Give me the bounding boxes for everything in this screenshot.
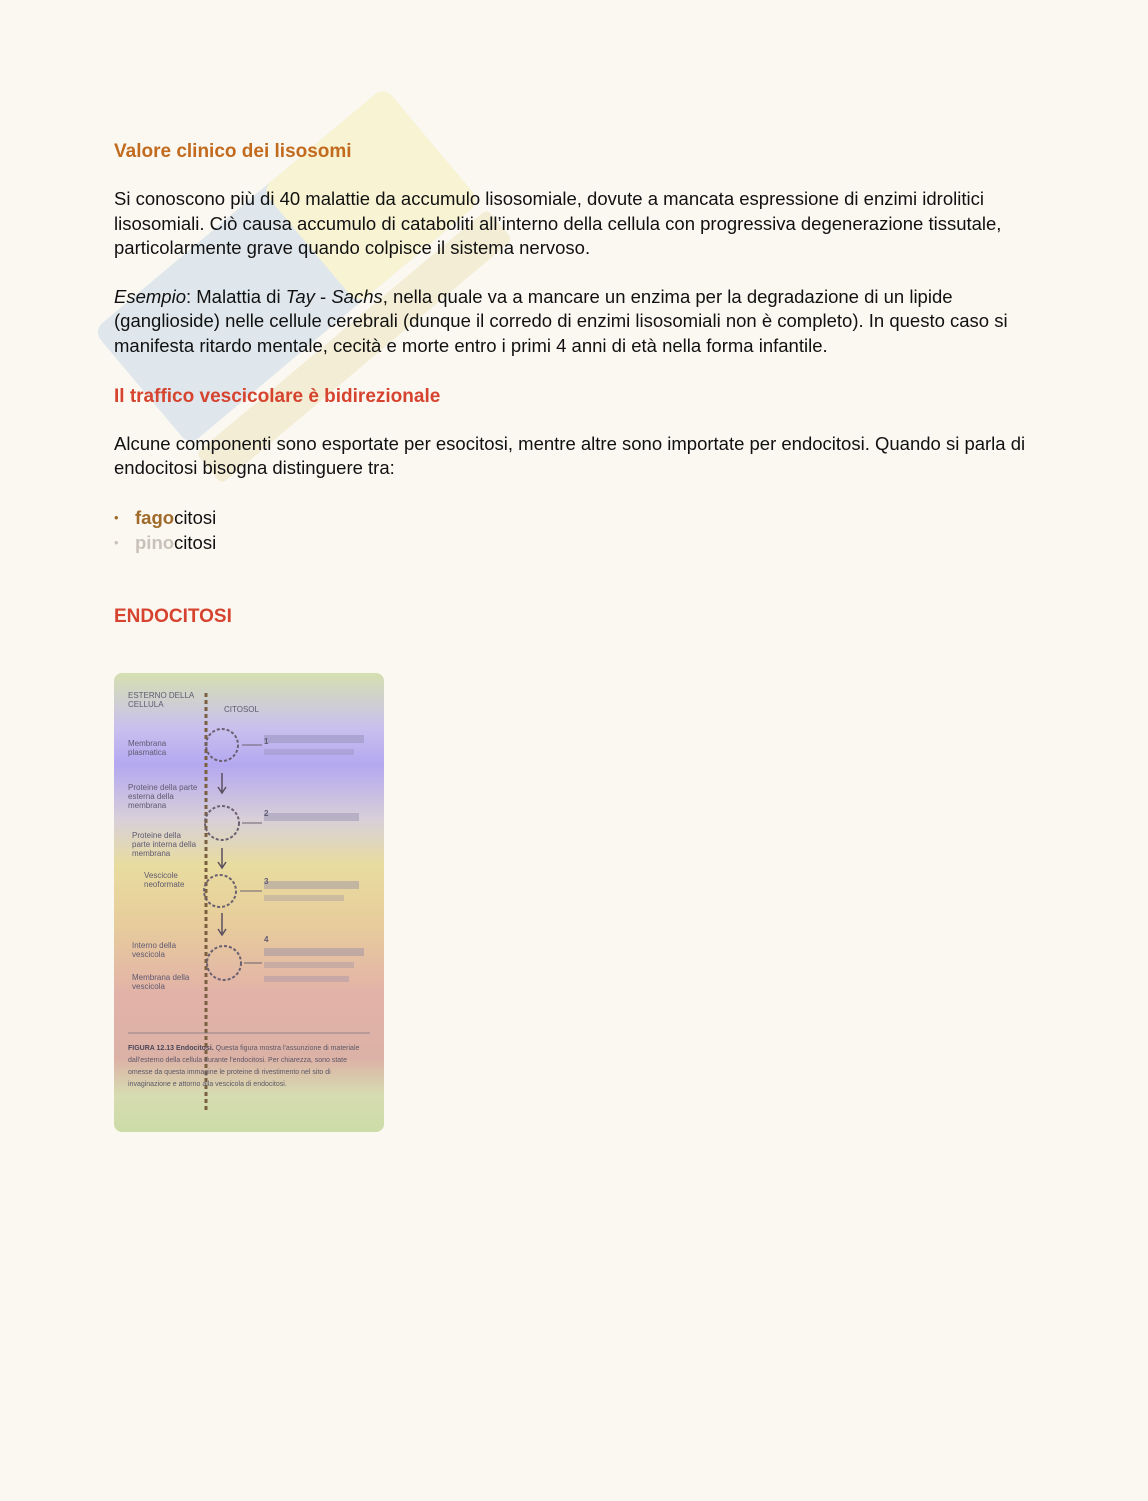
bullet-icon: •	[114, 534, 119, 550]
example-text: , nella quale va a mancare un enzima per la degradazione di un lipide (ganglioside) nelle cellule cerebrali (dunque il corredo di enzimi lisosomiali non è completo). In questo caso si manifesta ritardo mentale, cecità e morte entro i primi 4 anni di età nella forma infantile.	[114, 285, 1008, 356]
paragraph-lysosomal-diseases: Si conoscono più di 40 malattie da accumulo lisosomiale, dovute a mancata espressione di enzimi idrolitici lisosomiali. Ciò causa accumulo di cataboliti all’interno della cellula con progressiva degenerazione tissutale, particolarmente grave quando colpisce il sistema nervoso.	[114, 188, 1002, 259]
disease-dash: -	[314, 285, 332, 307]
list-prefix: pino	[135, 531, 175, 553]
figure-label-outside: ESTERNO DELLA CELLULA	[128, 691, 194, 709]
disease-name-tay: Tay	[285, 285, 315, 307]
list-suffix: citosi	[174, 506, 217, 528]
paragraph-example	[114, 285, 1034, 359]
figure-label-membrane: Membrana plasmatica	[128, 739, 167, 757]
figure-label-outer-proteins: Proteine della parte esterna della membrana	[128, 783, 198, 810]
figure-label-cytosol: CITOSOL	[224, 705, 259, 714]
example-sep: : Malattia di	[185, 285, 286, 307]
figure-label-new-vesicles: Vescicole neoformate	[144, 871, 185, 889]
endocytosis-figure-photo	[114, 673, 384, 1132]
figure-label-vesicle-interior: Interno della vescicola	[132, 941, 177, 959]
list-item-pinocitosi	[114, 530, 1034, 555]
heading-vesicular-traffic: Il traffico vescicolare è bidirezionale	[114, 385, 441, 407]
figure-step-3: 3	[264, 877, 269, 886]
figure-caption	[128, 1043, 373, 1091]
figure-step-2: 2	[264, 809, 269, 818]
figure-caption-text: Questa figura mostra l'assunzione di materiale dall'esterno della cellula durante l'endocitosi. Per chiarezza, sono state omesse da questa immagine le proteine di rivestimento nel sito di invaginazione e attorno alla vescicola di endocitosi.	[128, 1045, 360, 1088]
figure-step-1: 1	[264, 737, 269, 746]
figure-step-4: 4	[264, 935, 269, 944]
heading-lysosomes: Valore clinico dei lisosomi	[114, 141, 352, 162]
paragraph-exo-endocytosis: Alcune componenti sono esportate per esocitosi, mentre altre sono importate per endocitosi. Quando si parla di endocitosi bisogna distinguere tra:	[114, 432, 1026, 479]
figure-caption-title: FIGURA 12.13 Endocitosi.	[128, 1045, 214, 1052]
list-prefix: fago	[135, 506, 175, 528]
example-label: Esempio	[114, 285, 186, 307]
disease-name-sachs: Sachs	[331, 285, 383, 307]
bullet-icon: •	[114, 509, 119, 525]
figure-label-inner-proteins: Proteine della parte interna della membrana	[132, 831, 197, 858]
list-suffix: citosi	[174, 531, 217, 553]
heading-endocitosi: ENDOCITOSI	[114, 605, 232, 627]
figure-label-vesicle-membrane: Membrana della vescicola	[132, 973, 190, 991]
list-item-fagocitosi	[114, 505, 1034, 530]
endocytosis-types-list	[114, 505, 1034, 555]
document-page	[114, 138, 1034, 631]
